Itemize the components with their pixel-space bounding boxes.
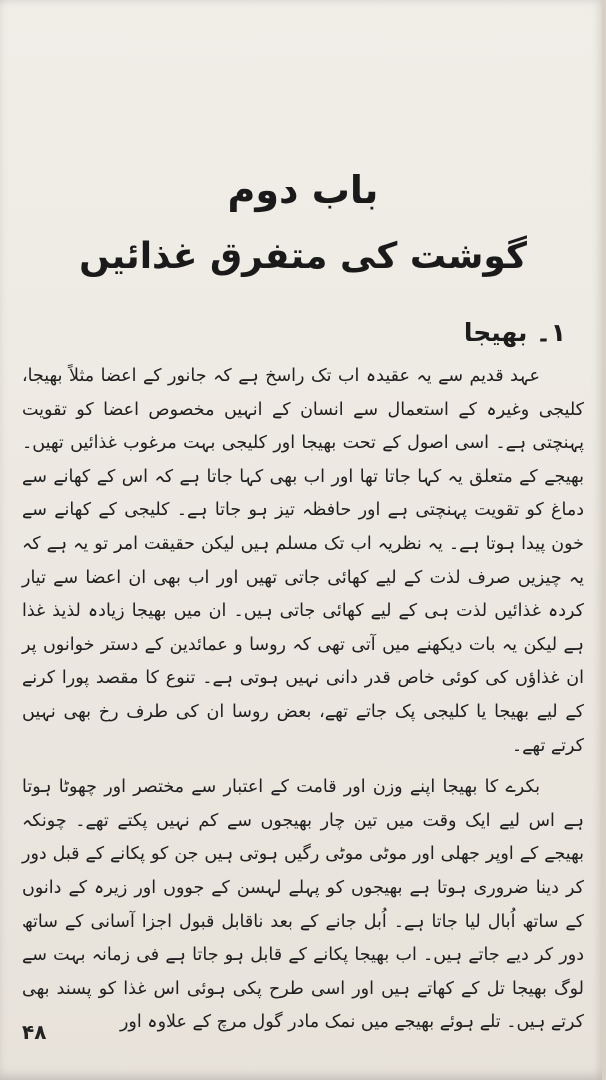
- chapter-title: باب دوم: [227, 168, 379, 212]
- chapter-subtitle: گوشت کی متفرق غذائیں: [79, 236, 527, 277]
- page-number: ۴۸: [22, 1020, 47, 1044]
- paragraph: عہد قدیم سے یہ عقیدہ اب تک راسخ ہے کہ جانور کے اعضا مثلاً بھیجا، کلیجی وغیرہ کے استعمال سے انسان کے انہیں مخصوص اعضا کو تقویت پہنچتی ہے۔ اسی اصول کے تحت بھیجا اور کلیجی بہت مرغوب غذائیں تھیں۔ بھیجے کے متعلق یہ کہا جاتا تھا اور اب بھی کہا جاتا ہے کہ اس کے کھانے سے دماغ کو تقویت پہنچتی ہے اور حافظہ تیز ہو جاتا ہے۔ کلیجی کے کھانے سے خون پیدا ہوتا ہے۔ یہ نظریہ اب تک مسلم ہیں لیکن حقیقت امر تو یہ ہے کہ یہ چیزیں صرف لذت کے لیے کھائی جاتی تھیں اور اب بھی ان اعضا سے تیار کردہ غذائیں لذت ہی کے لیے کھائی جاتی ہیں۔ ان میں بھیجا زیادہ لذیذ غذا ہے لیکن یہ بات دیکھنے میں آتی تھی کہ روسا و عمائدین کے دستر خوانوں پر ان غذاؤں کی کوئی خاص قدر دانی نہیں ہوتی ہے۔ تنوع کا مقصد پورا کرنے کے لیے بھیجا یا کلیجی پک جاتے تھے، بعض روسا ان کی طرف رخ بھی نہیں کرتے تھے۔: [22, 366, 584, 756]
- section-heading: ۱۔ بھیجا: [463, 318, 566, 347]
- body-text: [22, 360, 584, 1040]
- paragraph: بکرے کا بھیجا اپنے وزن اور قامت کے اعتبار سے مختصر اور چھوٹا ہوتا ہے اس لیے ایک وقت میں تین چار بھیجوں سے کم نہیں پکتے تھے۔ چونکہ بھیجے کے اوپر جھلی اور موٹی موٹی رگیں ہوتی ہیں جن کو پکانے کے قبل دور کر دینا ضروری ہوتا ہے بھیجوں کو پہلے لہسن کے جووں اور زیرہ کے دانوں کے ساتھ اُبال لیا جاتا ہے۔ اُبل جانے کے بعد ناقابل قبول اجزا آسانی کے ساتھ دور کر دیے جاتے ہیں۔ اب بھیجا پکانے کے قابل ہو جاتا ہے فی زمانہ بہت سے لوگ بھیجا تل کے کھاتے ہیں اور اسی طرح پکی ہوئی اس غذا کو پسند بھی کرتے ہیں۔ تلے ہوئے بھیجے میں نمک مادر گول مرچ کے علاوہ اور: [22, 777, 584, 1033]
- page-edge-shadow: [602, 0, 606, 1080]
